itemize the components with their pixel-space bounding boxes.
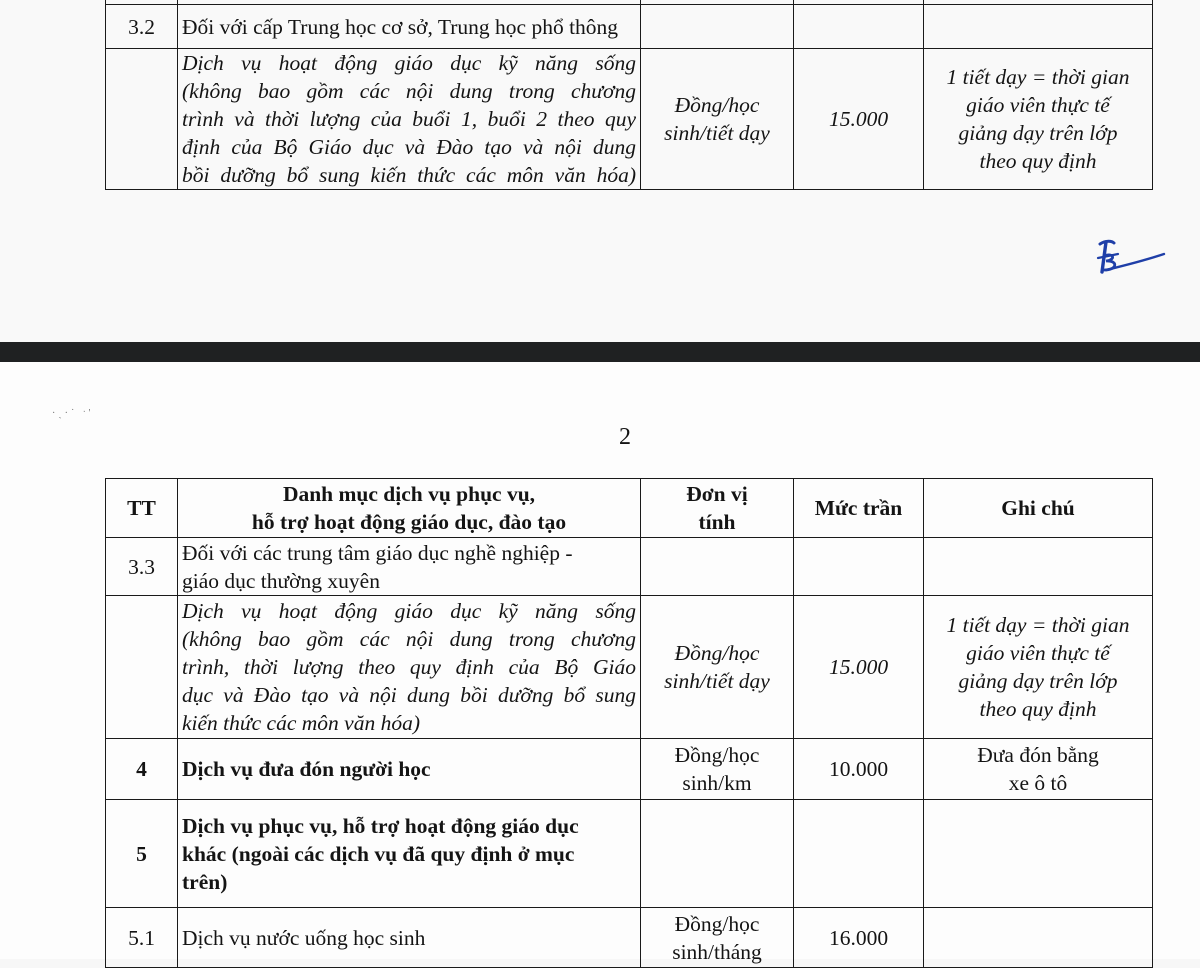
- unit-line: Đồng/học: [674, 743, 760, 767]
- unit-line: Đồng/học: [674, 911, 760, 936]
- name-line: (không bao gồm các nội dung trong chương: [182, 627, 636, 651]
- row-tt: 4: [106, 739, 178, 800]
- name-line: trên): [182, 869, 228, 894]
- row-price: 10.000: [794, 739, 924, 800]
- header-note: Ghi chú: [924, 479, 1153, 538]
- row-unit: [641, 800, 794, 908]
- name-line: Dịch vụ hoạt động giáo dục kỹ năng sống: [182, 599, 636, 623]
- note-line: theo quy định: [979, 697, 1097, 721]
- header-unit-line: tính: [698, 510, 736, 534]
- name-line: Đối với các trung tâm giáo dục nghề nghiệp -: [182, 540, 573, 565]
- row-note: [924, 739, 1153, 800]
- row-price: [794, 5, 924, 49]
- row-name: [178, 596, 641, 739]
- row-price: [794, 538, 924, 596]
- row-name: Dịch vụ đưa đón người học: [178, 739, 641, 800]
- table-row: [106, 538, 1153, 596]
- note-line: xe ô tô: [1008, 771, 1068, 795]
- name-line: Dịch vụ hoạt động giáo dục kỹ năng sống: [182, 51, 636, 75]
- table-row: [106, 49, 1153, 190]
- name-line: trình, thời lượng theo quy định của Bộ Giáo: [182, 655, 636, 679]
- row-tt: [106, 596, 178, 739]
- header-name-line: Danh mục dịch vụ phục vụ,: [282, 482, 536, 506]
- row-note: [924, 49, 1153, 190]
- row-note: [924, 5, 1153, 49]
- header-name: [178, 479, 641, 538]
- table-row: [106, 5, 1153, 49]
- fee-table-top: [105, 0, 1153, 190]
- row-price: 16.000: [794, 908, 924, 968]
- row-name: Đối với cấp Trung học cơ sở, Trung học phổ thông: [178, 5, 641, 49]
- note-line: giảng dạy trên lớp: [958, 121, 1118, 145]
- name-line: (không bao gồm các nội dung trong chương: [182, 79, 636, 103]
- table-header-row: [106, 479, 1153, 538]
- row-unit: [641, 49, 794, 190]
- row-price: 15.000: [794, 49, 924, 190]
- row-tt: 5.1: [106, 908, 178, 968]
- name-line: định của Bộ Giáo dục và Đào tạo và nội dung: [182, 135, 636, 159]
- row-note: [924, 800, 1153, 908]
- name-line: kiến thức các môn văn hóa): [182, 711, 420, 735]
- row-note: [924, 538, 1153, 596]
- row-tt: 3.2: [106, 5, 178, 49]
- row-name: Dịch vụ nước uống học sinh: [178, 908, 641, 968]
- unit-line: Đồng/học: [674, 93, 760, 117]
- handwritten-initial-signature: [1092, 236, 1166, 278]
- page-number: 2: [619, 424, 631, 450]
- table-row: [106, 800, 1153, 908]
- note-line: 1 tiết dạy = thời gian: [946, 65, 1130, 89]
- name-line: khác (ngoài các dịch vụ đã quy định ở mục: [182, 841, 575, 866]
- row-unit: [641, 538, 794, 596]
- fee-table-bottom: [105, 478, 1153, 968]
- name-line: giáo dục thường xuyên: [182, 568, 380, 593]
- row-unit: [641, 5, 794, 49]
- note-line: giáo viên thực tế: [966, 93, 1110, 117]
- header-name-line: hỗ trợ hoạt động giáo dục, đào tạo: [251, 510, 567, 534]
- row-tt: 3.3: [106, 538, 178, 596]
- row-unit: [641, 596, 794, 739]
- page-separator: [0, 342, 1200, 362]
- header-tt: TT: [106, 479, 178, 538]
- unit-line: sinh/tháng: [672, 939, 762, 964]
- name-line: bồi dưỡng bổ sung kiến thức các môn văn hóa): [182, 163, 636, 187]
- note-line: Đưa đón bằng: [977, 743, 1099, 767]
- row-price: [794, 800, 924, 908]
- row-price: 15.000: [794, 596, 924, 739]
- table-row: [106, 596, 1153, 739]
- unit-line: sinh/tiết dạy: [664, 121, 770, 145]
- header-unit: [641, 479, 794, 538]
- row-tt: 5: [106, 800, 178, 908]
- unit-line: sinh/tiết dạy: [664, 669, 770, 693]
- header-unit-line: Đơn vị: [686, 482, 748, 506]
- scan-specks: ·ˎ·˙ ˑ': [52, 408, 94, 419]
- row-note: [924, 596, 1153, 739]
- note-line: theo quy định: [979, 149, 1097, 173]
- unit-line: sinh/km: [682, 771, 752, 795]
- note-line: giáo viên thực tế: [966, 641, 1110, 665]
- unit-line: Đồng/học: [674, 641, 760, 665]
- row-name: [178, 538, 641, 596]
- note-line: giảng dạy trên lớp: [958, 669, 1118, 693]
- header-price: Mức trần: [794, 479, 924, 538]
- row-name: [178, 49, 641, 190]
- name-line: trình và thời lượng của buổi 1, buổi 2 theo quy: [182, 107, 636, 131]
- row-tt: [106, 49, 178, 190]
- row-unit: [641, 739, 794, 800]
- name-line: dục và Đào tạo và nội dung bồi dưỡng bổ sung: [182, 683, 636, 707]
- name-line: Dịch vụ phục vụ, hỗ trợ hoạt động giáo dục: [182, 813, 579, 838]
- table-row: [106, 739, 1153, 800]
- row-name: [178, 800, 641, 908]
- note-line: 1 tiết dạy = thời gian: [946, 613, 1130, 637]
